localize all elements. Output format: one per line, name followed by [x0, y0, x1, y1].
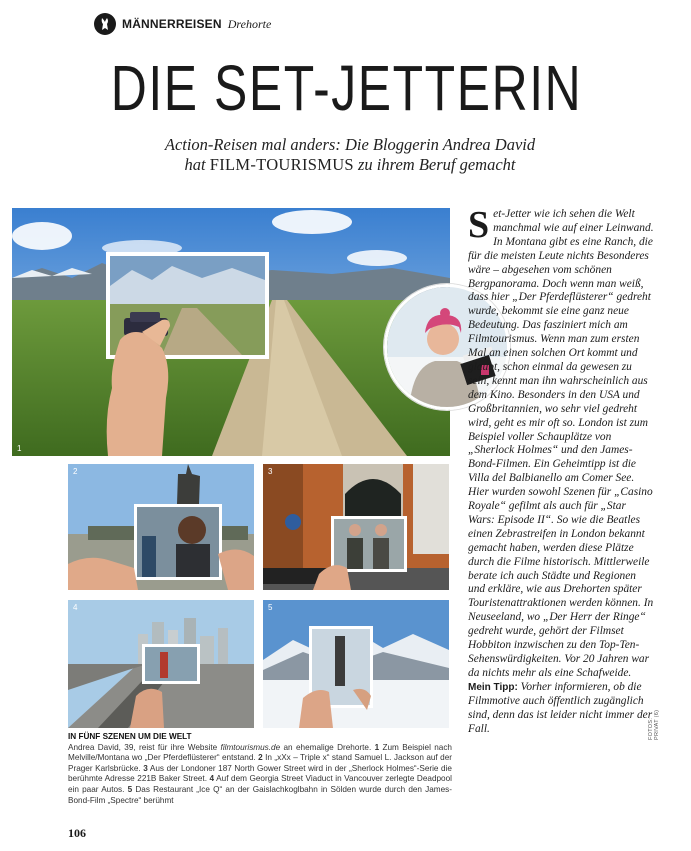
- photo-montana-road: [12, 208, 450, 456]
- caption-number: 2: [258, 753, 263, 763]
- photo-prague-bridge: [68, 464, 254, 590]
- photo-vancouver-viaduct: [68, 600, 254, 728]
- caption-website: filmtourismus.de: [220, 742, 281, 752]
- caption-number: 4: [209, 774, 215, 784]
- dek-line-2-post: zu ihrem Beruf gemacht: [358, 155, 516, 174]
- photo-number-5: 5: [268, 603, 273, 612]
- caption-number: 1: [374, 742, 380, 752]
- caption-text: an ehemalige Drehorte.: [280, 742, 375, 752]
- caption-text: Das Restaurant „Ice Q“ an der Gaislachkoglbahn in Sölden wurde durch den James-Bond-Film „Spectre“ berühmt: [68, 784, 452, 805]
- caption-number: 5: [127, 784, 133, 794]
- caption-heading: IN FÜNF SZENEN UM DIE WELT: [68, 732, 192, 741]
- photo-soelden-mountain: [263, 600, 449, 728]
- caption-text: Zum Beispiel nach Melville/Montana wo „Der Pferdeflüsterer“ entstand.: [68, 742, 452, 763]
- caption-text: Auf dem Georgia Street Viaduct in Vancouver zerlegte Deadpool ein paar Autos.: [68, 774, 452, 794]
- photo-number-2: 2: [73, 467, 78, 476]
- dek: [100, 135, 600, 175]
- caption-text: Andrea David, 39, reist für ihre Website: [68, 742, 221, 752]
- section-name: MÄNNERREISEN: [122, 17, 222, 31]
- dek-line-2-caps: FILM-TOURISMUS: [209, 155, 354, 174]
- dropcap: S: [468, 204, 490, 246]
- caption-text: In „xXx – Triple x“ stand Samuel L. Jackson auf der Prager Karlsbrücke.: [68, 753, 452, 773]
- bunny-logo-icon: [94, 13, 116, 35]
- dek-line-1: Action-Reisen mal anders: Die Bloggerin Andrea David: [164, 135, 536, 154]
- headline: DIE SET-JETTERIN: [110, 52, 583, 124]
- dek-line-2-pre: hat: [184, 155, 206, 174]
- article-body: [468, 204, 654, 736]
- tip-label: Mein Tipp:: [468, 681, 518, 693]
- photo-number-4: 4: [73, 603, 78, 612]
- section-header: [94, 12, 271, 36]
- caption-number: 3: [143, 763, 148, 773]
- subsection-name: Drehorte: [227, 16, 272, 31]
- page-number: 106: [68, 826, 86, 840]
- photo-number-3: 3: [268, 467, 273, 476]
- photo-number-1: 1: [17, 444, 22, 453]
- photo-london-street: [263, 464, 449, 590]
- photo-caption: [68, 732, 452, 806]
- photo-credit: FOTOS: PRIVAT (6): [648, 709, 660, 740]
- article-text: et-Jetter wie ich sehen die Welt manchmal wie auf einer Leinwand. In Montana gibt es eine Ranch, die für die meisten Leute nichts Besonderes wäre – abgesehen vom schönen Bergpanorama. Doch wenn man weiß, dass hier „Der Pferdeflüsterer“ gedreht wurde, bekommt sie eine ganz neue Bedeutung. Das fasziniert mich am Filmtourismus. Wenn man zum ersten Mal an einen solchen Ort kommt und glaubt, schon einmal da gewesen zu sein, kennt man ihn wahrscheinlich aus dem Kino. Besonders in den USA und Großbritannien, wo sehr viel gedreht wird, geht es mir oft so. London ist zum Beispiel voller Schauplätze von „Sherlock Holmes“ und den James-Bond-Filmen. Ein Geheimtipp ist die Villa del Balbianello am Comer See. Hier wurden sowohl Szenen für „Casino Royale“ gefilmt als auch für „Star Wars: Episode II“. So wie die Beatles einen Zebrastreifen in London bekannt gemacht haben, werden diese Plätze durch die Filme historisch. Mittlerweile berate ich auch Städte und Regionen und erkläre, wie aus Drehorten später Touristenattraktionen werden können. In Neuseeland, wo „Der Herr der Ringe“ gedreht wurde, gehört der Filmset Hobbiton inzwischen zu den Top-Ten-Sehenswürdigkeiten. Vor 20 Jahren war da nichts mehr als eine Schafweide.: [468, 208, 654, 679]
- tip-text: Vorher informieren, ob die Filmmotive auch öffentlich zugänglich sind, denn das ist leider nicht immer der Fall.: [468, 680, 653, 735]
- caption-text: Aus der Londoner 187 North Gower Street wird in der „Sherlock Holmes“-Serie die berühmte Adresse 221B Baker Street.: [68, 763, 452, 784]
